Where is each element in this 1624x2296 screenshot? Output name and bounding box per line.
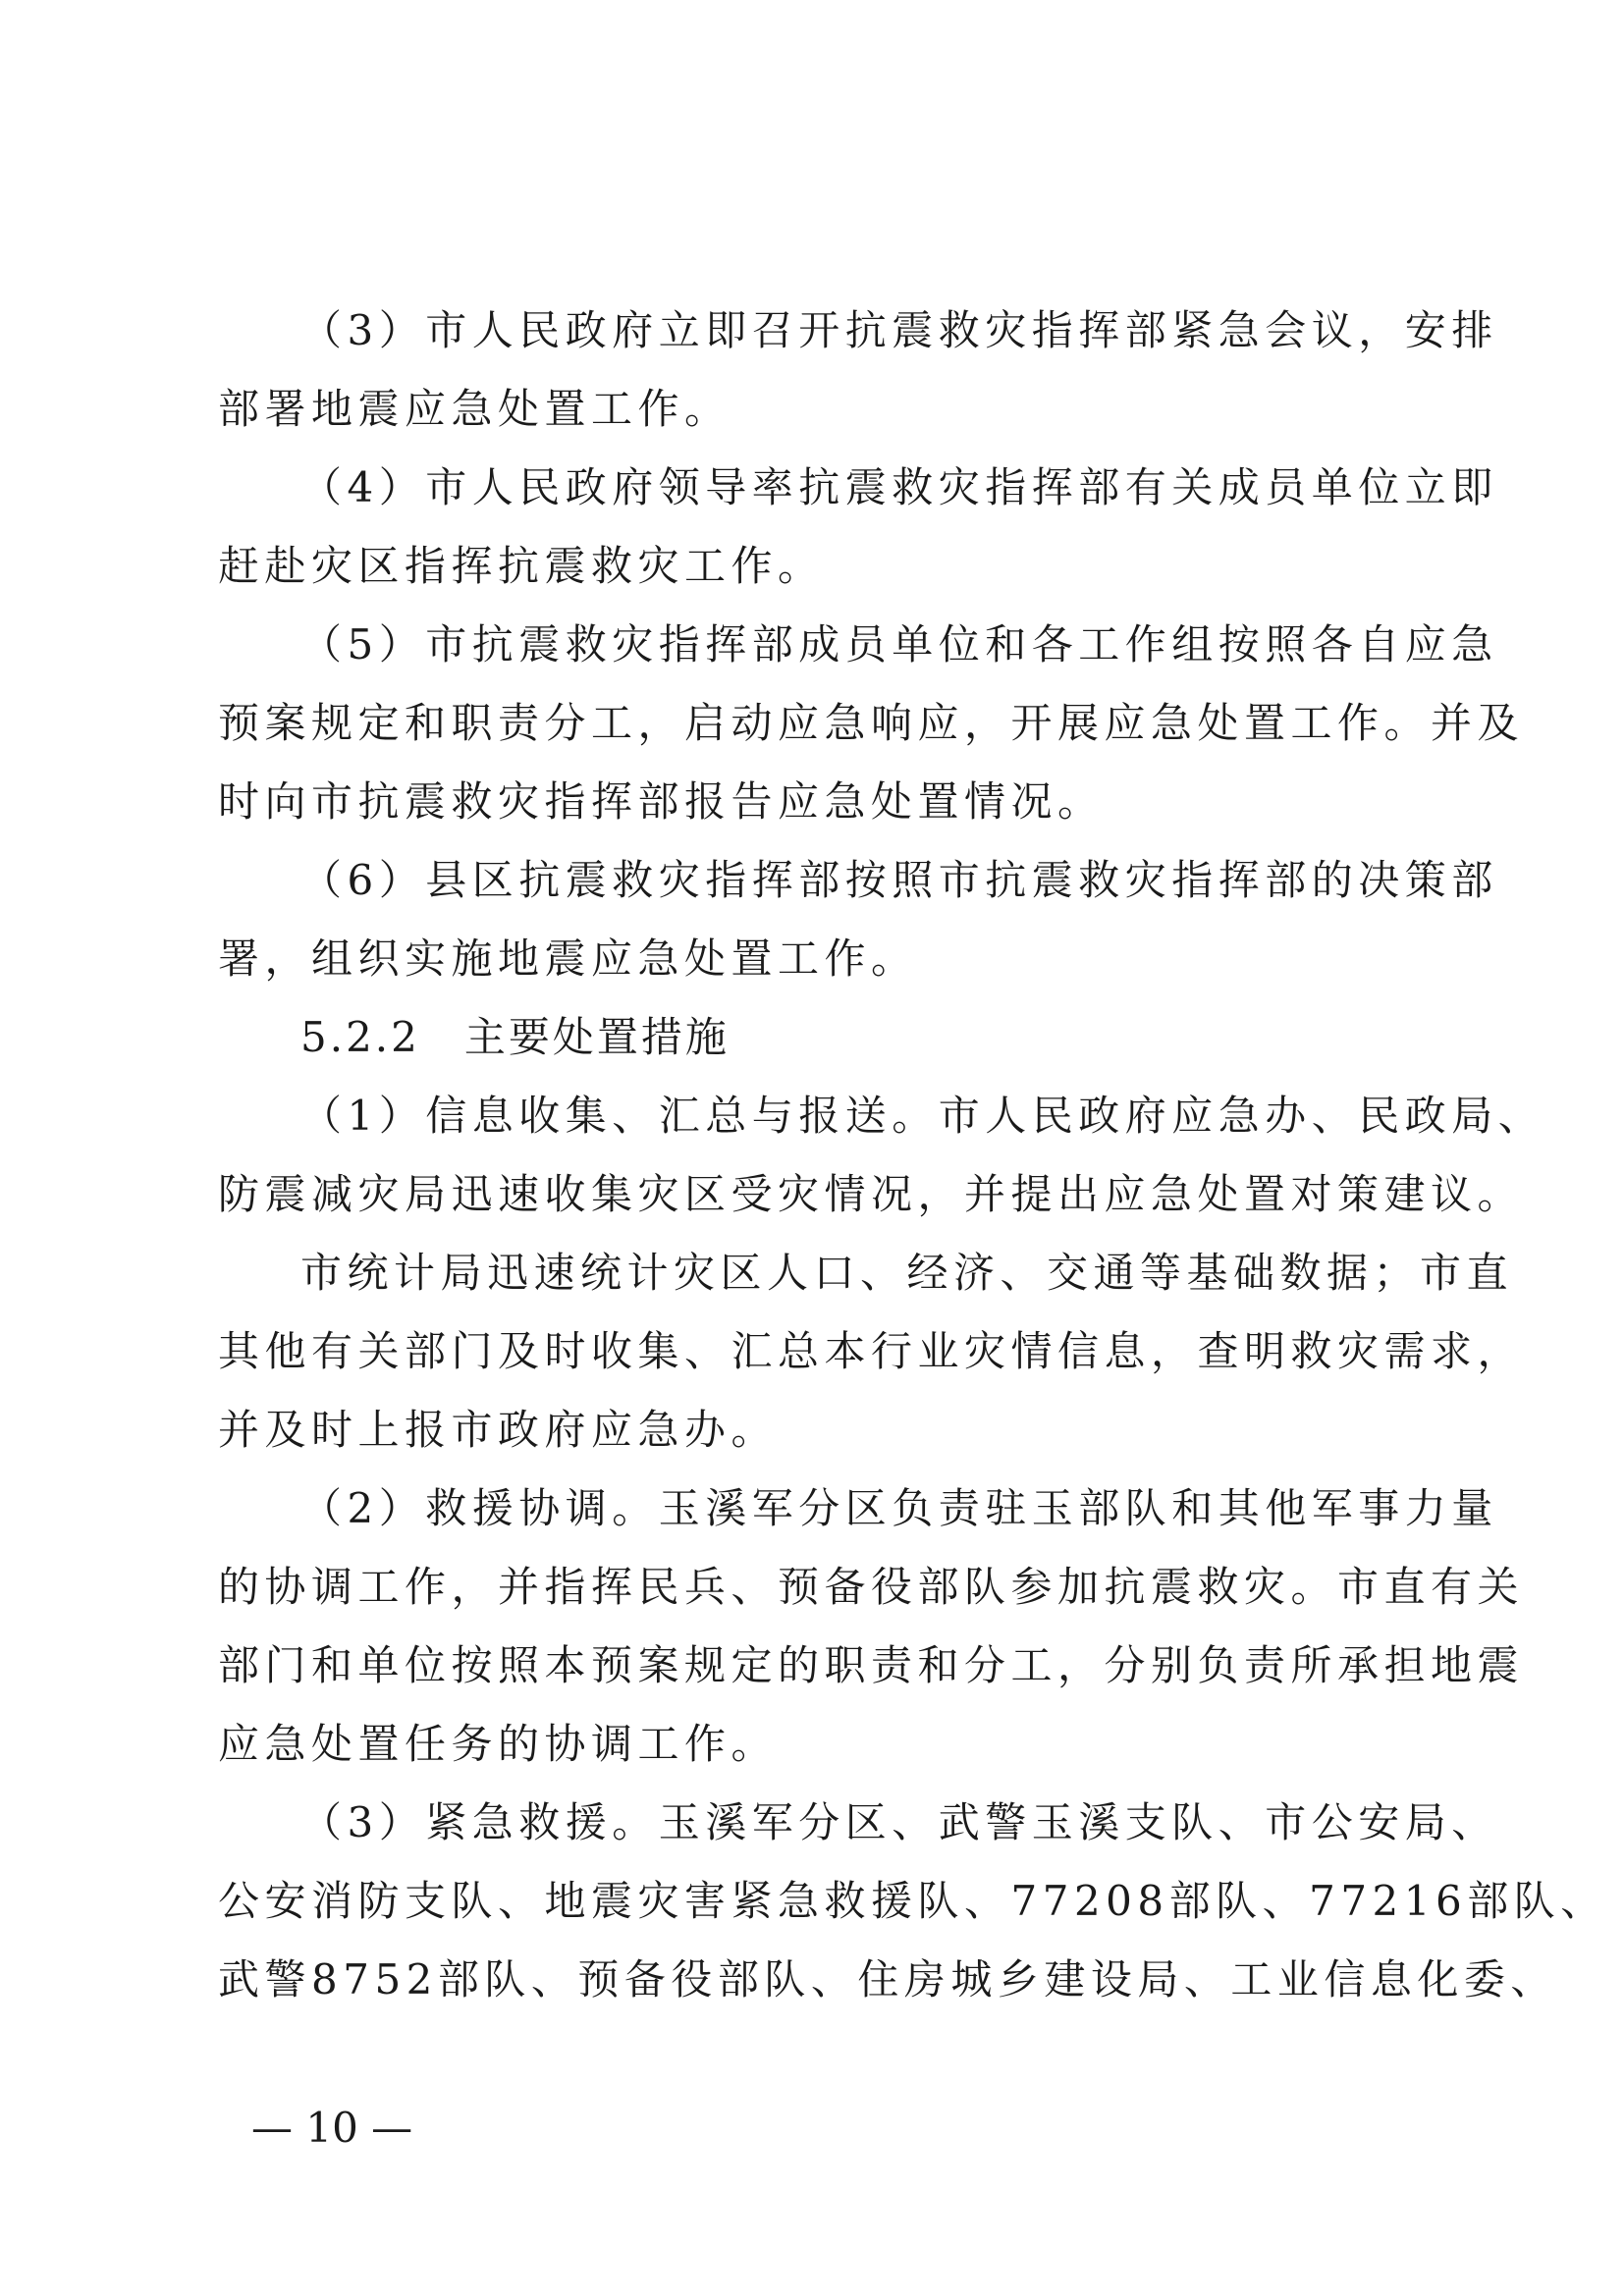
measure-3-line-3: 武警8752部队、预备役部队、住房城乡建设局、工业信息化委、 bbox=[218, 1955, 1557, 2003]
paragraph-4-line-2: 赶赴灾区指挥抗震救灾工作。 bbox=[218, 542, 825, 590]
paragraph-5-line-1: （5）市抗震救灾指挥部成员单位和各工作组按照各自应急 bbox=[300, 620, 1498, 668]
paragraph-4-line-1: （4）市人民政府领导率抗震救灾指挥部有关成员单位立即 bbox=[300, 463, 1498, 511]
paragraph-6-line-1: （6）县区抗震救灾指挥部按照市抗震救灾指挥部的决策部 bbox=[300, 856, 1498, 904]
measure-2-line-4: 应急处置任务的协调工作。 bbox=[218, 1720, 779, 1768]
paragraph-5-line-3: 时向市抗震救灾指挥部报告应急处置情况。 bbox=[218, 777, 1105, 826]
paragraph-5-line-2: 预案规定和职责分工，启动应急响应，开展应急处置工作。并及 bbox=[218, 699, 1525, 747]
measure-1-line-1: （1）信息收集、汇总与报送。市人民政府应急办、民政局、 bbox=[300, 1092, 1545, 1140]
section-heading-5-2-2: 5.2.2 主要处置措施 bbox=[300, 1013, 730, 1061]
measure-2-line-3: 部门和单位按照本预案规定的职责和分工，分别负责所承担地震 bbox=[218, 1641, 1525, 1689]
paragraph-3-line-2: 部署地震应急处置工作。 bbox=[218, 385, 731, 433]
statistics-paragraph-line-1: 市统计局迅速统计灾区人口、经济、交通等基础数据；市直 bbox=[300, 1249, 1514, 1297]
measure-2-line-1: （2）救援协调。玉溪军分区负责驻玉部队和其他军事力量 bbox=[300, 1484, 1498, 1532]
measure-1-line-2: 防震减灾局迅速收集灾区受灾情况，并提出应急处置对策建议。 bbox=[218, 1170, 1525, 1218]
page-number: — 10 — bbox=[251, 2104, 413, 2152]
statistics-paragraph-line-3: 并及时上报市政府应急办。 bbox=[218, 1406, 779, 1454]
paragraph-6-line-2: 署，组织实施地震应急处置工作。 bbox=[218, 934, 918, 983]
measure-3-line-1: （3）紧急救援。玉溪军分区、武警玉溪支队、市公安局、 bbox=[300, 1798, 1498, 1846]
measure-3-line-2: 公安消防支队、地震灾害紧急救援队、77208部队、77216部队、 bbox=[218, 1877, 1607, 1925]
paragraph-3-line-1: （3）市人民政府立即召开抗震救灾指挥部紧急会议，安排 bbox=[300, 306, 1498, 354]
measure-2-line-2: 的协调工作，并指挥民兵、预备役部队参加抗震救灾。市直有关 bbox=[218, 1563, 1525, 1611]
statistics-paragraph-line-2: 其他有关部门及时收集、汇总本行业灾情信息，查明救灾需求， bbox=[218, 1327, 1525, 1375]
